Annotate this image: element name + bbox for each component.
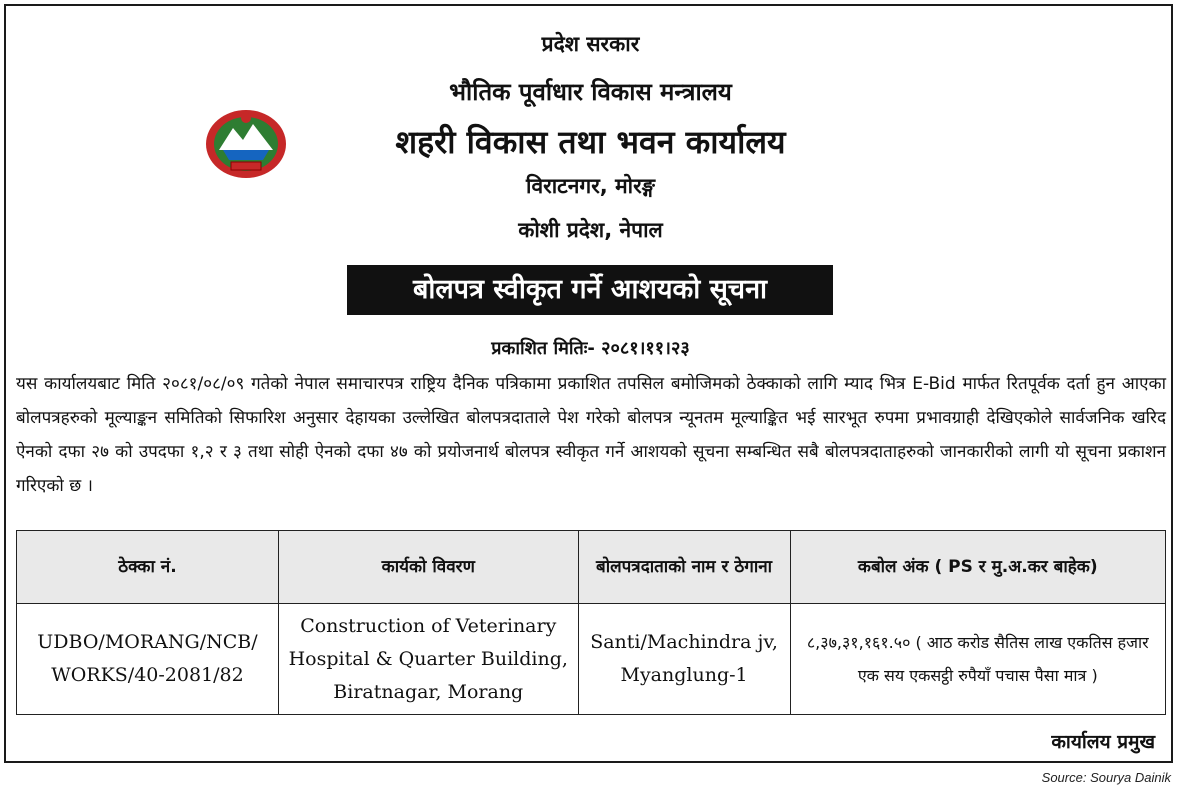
- source-credit: Source: Sourya Dainik: [1041, 770, 1171, 785]
- header-city: विराटनगर, मोरङ्ग: [526, 174, 655, 198]
- award-table: [16, 530, 1166, 715]
- header-office: शहरी विकास तथा भवन कार्यालय: [395, 123, 786, 161]
- cell-bidder: Santi/Machindra jv, Myanglung-1: [578, 604, 790, 715]
- header-ministry: भौतिक पूर्वाधार विकास मन्त्रालय: [449, 78, 732, 106]
- table-row: [17, 604, 1166, 715]
- header-province: कोशी प्रदेश, नेपाल: [518, 218, 663, 242]
- cell-amount: ८,३७,३१,१६१.५० ( आठ करोड सैतिस लाख एकतिस हजार एक सय एकसट्ठी रुपैयाँ पचास पैसा मात्र ): [790, 604, 1165, 715]
- col-amount: कबोल अंक ( PS र मु.अ.कर बाहेक): [790, 531, 1165, 604]
- col-contract-no: ठेक्का नं.: [17, 531, 279, 604]
- published-date: प्रकाशित मितिः- २०८१।११।२३: [491, 338, 690, 359]
- office-chief-signoff: कार्यालय प्रमुख: [1051, 731, 1155, 753]
- cell-description: Construction of Veterinary Hospital & Quarter Building, Biratnagar, Morang: [278, 604, 578, 715]
- col-description: कार्यको विवरण: [278, 531, 578, 604]
- table-header-row: [17, 531, 1166, 604]
- header-government: प्रदेश सरकार: [541, 32, 640, 56]
- notice-body: यस कार्यालयबाट मिति २०८१/०८/०९ गतेको नेपाल समाचारपत्र राष्ट्रिय दैनिक पत्रिकामा प्रकाशित तपसिल बमोजिमको ठेक्काको लागि म्याद भित्र E-Bid मार्फत रितपूर्वक दर्ता हुन आएका बोलपत्रहरुको मूल्याङ्कन समितिको सिफारिश अनुसार देहायका उल्लेखित बोलपत्रदाताले पेश गरेको बोलपत्र न्यूनतम मूल्याङ्कित भई सारभूत रुपमा प्रभावग्राही देखिएकोले सार्वजनिक खरिद ऐनको दफा २७ को उपदफा १,२ र ३ तथा सोही ऐनको दफा ४७ को प्रयोजनार्थ बोलपत्र स्वीकृत गर्ने आशयको सूचना सम्बन्धित सबै बोलपत्रदाताहरुको जानकारीको लागी यो सूचना प्रकाशन गरिएको छ ।: [16, 374, 1166, 496]
- col-bidder: बोलपत्रदाताको नाम र ठेगाना: [578, 531, 790, 604]
- cell-contract-no: UDBO/MORANG/NCB/ WORKS/40-2081/82: [17, 604, 279, 715]
- notice-title: बोलपत्र स्वीकृत गर्ने आशयको सूचना: [347, 265, 833, 315]
